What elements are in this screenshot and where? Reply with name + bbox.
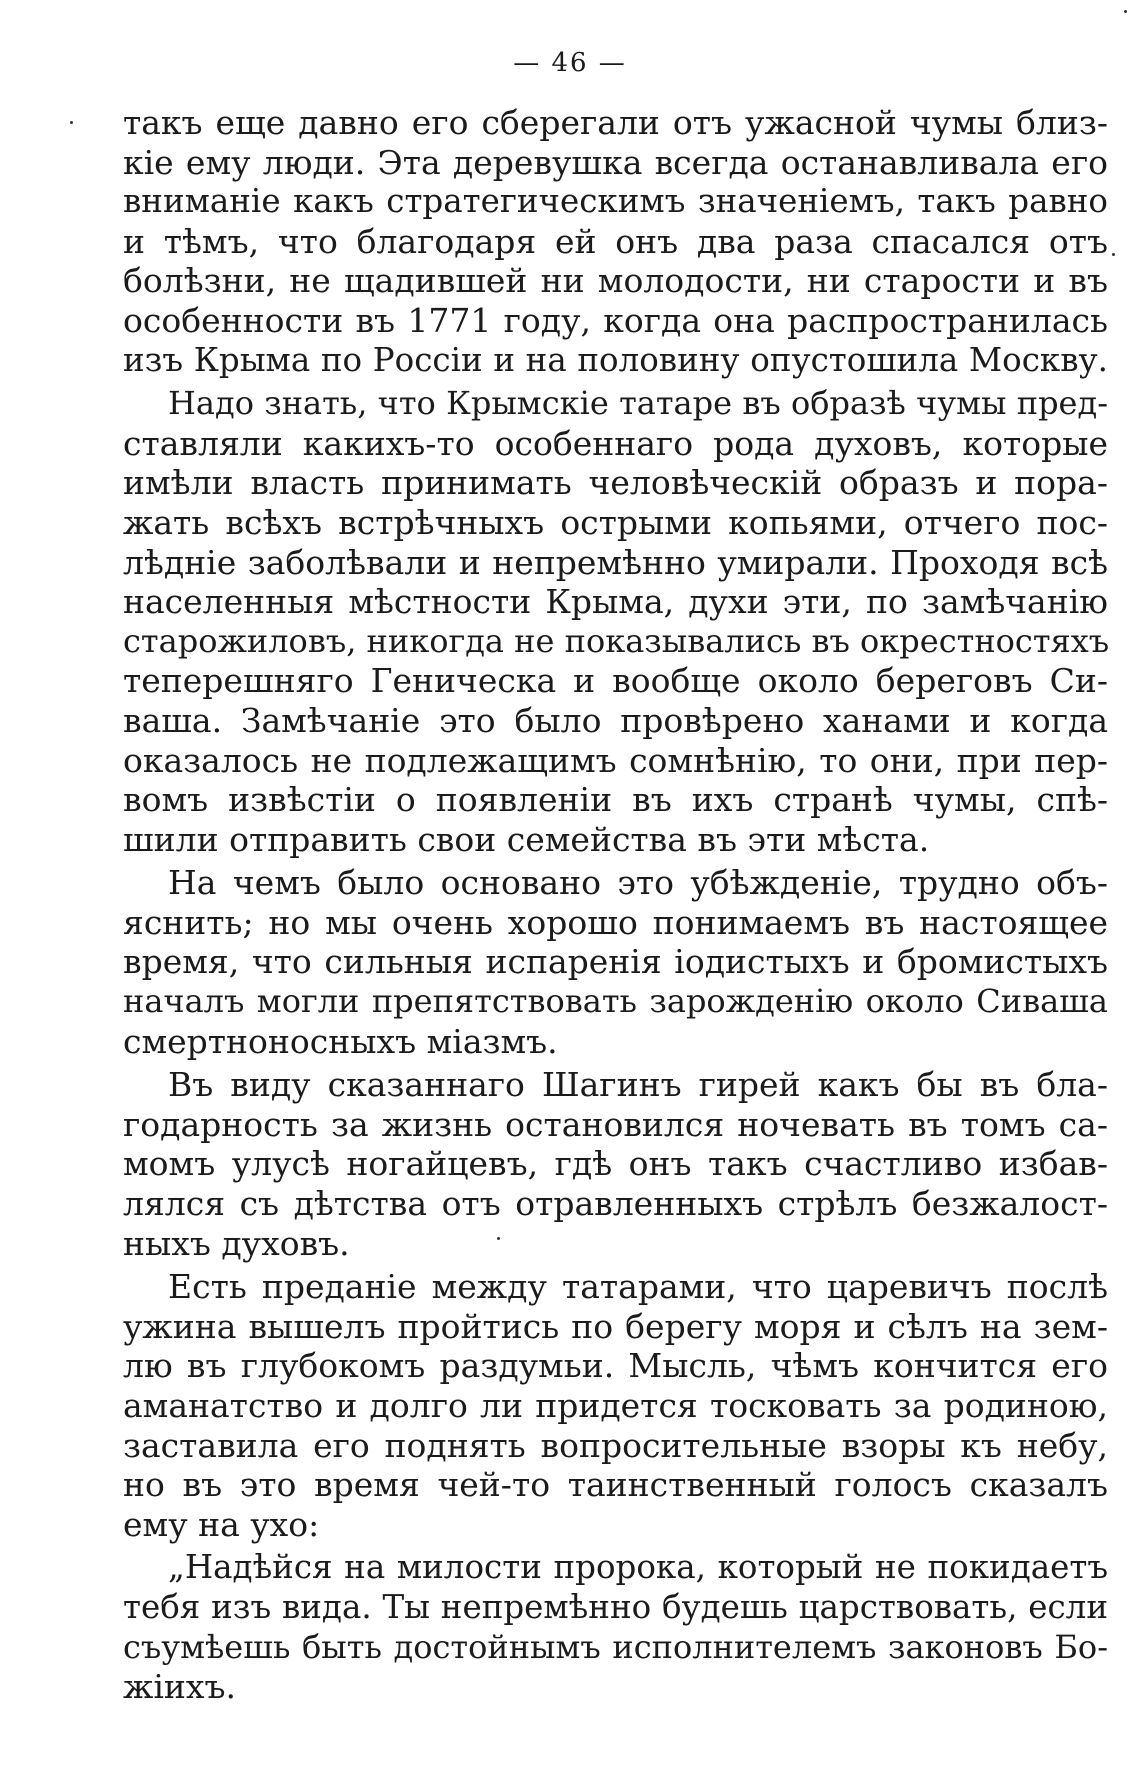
text-line: ваша. Замѣчаніе это было провѣрено ханами и когда [123, 700, 1108, 740]
text-line: населенныя мѣстности Крыма, духи эти, по замѣчанію [123, 582, 1108, 622]
text-line: но въ это время чей-то таинственный голосъ сказалъ [123, 1465, 1108, 1505]
text-line: такъ еще давно его сберегали отъ ужасной чумы близ- [123, 103, 1108, 142]
text-line: Есть преданіе между татарами, что царевичъ послѣ [168, 1267, 1108, 1307]
text-line: лѣдніе заболѣвали и непремѣнно умирали. Проходя всѣ [123, 542, 1108, 582]
text-line: смертноносныхъ міазмъ. [123, 1021, 558, 1061]
text-line: Надо знать, что Крымскіе татаре въ образѣ чумы пред- [168, 384, 1108, 423]
paragraph-6 [123, 1548, 1108, 1706]
text-line: „Надѣйся на милости пророка, который не покидаетъ [168, 1548, 1108, 1587]
text-line: жіихъ. [123, 1667, 237, 1707]
paragraph-3 [123, 863, 1108, 1061]
text-line: ставляли какихъ-то особеннаго рода духовъ, которые [123, 423, 1108, 463]
text-line: особенности въ 1771 году, когда она распространилась [123, 300, 1108, 340]
text-line: старожиловъ, никогда не показывались въ окрестностяхъ [123, 621, 1110, 660]
text-line: ныхъ духовъ. [123, 1223, 350, 1263]
text-line: кіе ему люди. Эта деревушка всегда останавливала его [123, 142, 1108, 182]
text-line: и тѣмъ, что благодаря ей онъ два раза спасался отъ [123, 221, 1108, 261]
paragraph-4 [123, 1065, 1108, 1263]
text-line: вомъ извѣстіи о появленіи въ ихъ странѣ чумы, спѣ- [123, 780, 1108, 820]
text-line: съумѣешь быть достойнымъ исполнителемъ законовъ Бо- [123, 1627, 1108, 1666]
text-line: тебя изъ вида. Ты непремѣнно будешь царствовать, если [123, 1587, 1108, 1626]
text-line: теперешняго Геническа и вообще около береговъ Си- [123, 661, 1108, 701]
text-line: лялся съ дѣтства отъ отравленныхъ стрѣлъ безжалост- [123, 1184, 1108, 1224]
text-line: На чемъ было основано это убѣжденіе, трудно объ- [168, 863, 1108, 903]
paragraph-1 [123, 103, 1108, 380]
text-line: ужина вышелъ пройтись по берегу моря и сѣлъ на зем- [123, 1306, 1108, 1346]
scan-speck [497, 1237, 500, 1240]
text-line: время, что сильныя испаренія іодистыхъ и бромистыхъ [123, 942, 1108, 982]
scan-speck [1112, 253, 1115, 256]
text-line: лю въ глубокомъ раздумьи. Мысль, чѣмъ кончится его [123, 1346, 1108, 1386]
body-text [123, 103, 1108, 1707]
text-line: аманатство и долго ли придется тосковать за родиною, [123, 1386, 1108, 1425]
text-line: оказалось не подлежащимъ сомнѣнію, то они, при пер- [123, 740, 1108, 780]
text-line: имѣли власть принимать человѣческій образъ и пора- [123, 463, 1108, 503]
text-line: жать всѣхъ встрѣчныхъ острыми копьями, отчего пос- [123, 502, 1108, 542]
text-line: ему на ухо: [123, 1504, 320, 1544]
text-line: шили отправить свои семейства въ эти мѣста. [123, 819, 930, 859]
text-line: яснить; но мы очень хорошо понимаемъ въ настоящее [123, 902, 1108, 942]
text-line: началъ могли препятствовать зарожденію около Сиваша [123, 982, 1108, 1021]
text-line: Въ виду сказаннаго Шагинъ гирей какъ бы въ бла- [168, 1065, 1108, 1105]
text-line: заставила его поднять вопросительные взоры къ небу, [123, 1425, 1108, 1465]
scan-speck [1124, 10, 1127, 13]
paragraph-2 [123, 384, 1108, 859]
text-line: годарность за жизнь остановился ночевать въ томъ са- [123, 1104, 1108, 1144]
page-number: — 46 — [513, 48, 627, 78]
paragraph-5 [123, 1267, 1108, 1544]
scan-speck [70, 121, 73, 124]
text-line: болѣзни, не щадившей ни молодости, ни старости и въ [123, 261, 1108, 301]
text-line: вниманіе какъ стратегическимъ значеніемъ, такъ равно [123, 182, 1108, 221]
text-line: момъ улусѣ ногайцевъ, гдѣ онъ такъ счастливо избав- [123, 1144, 1108, 1184]
text-line: изъ Крыма по Россіи и на половину опустошила Москву. [123, 340, 1108, 379]
